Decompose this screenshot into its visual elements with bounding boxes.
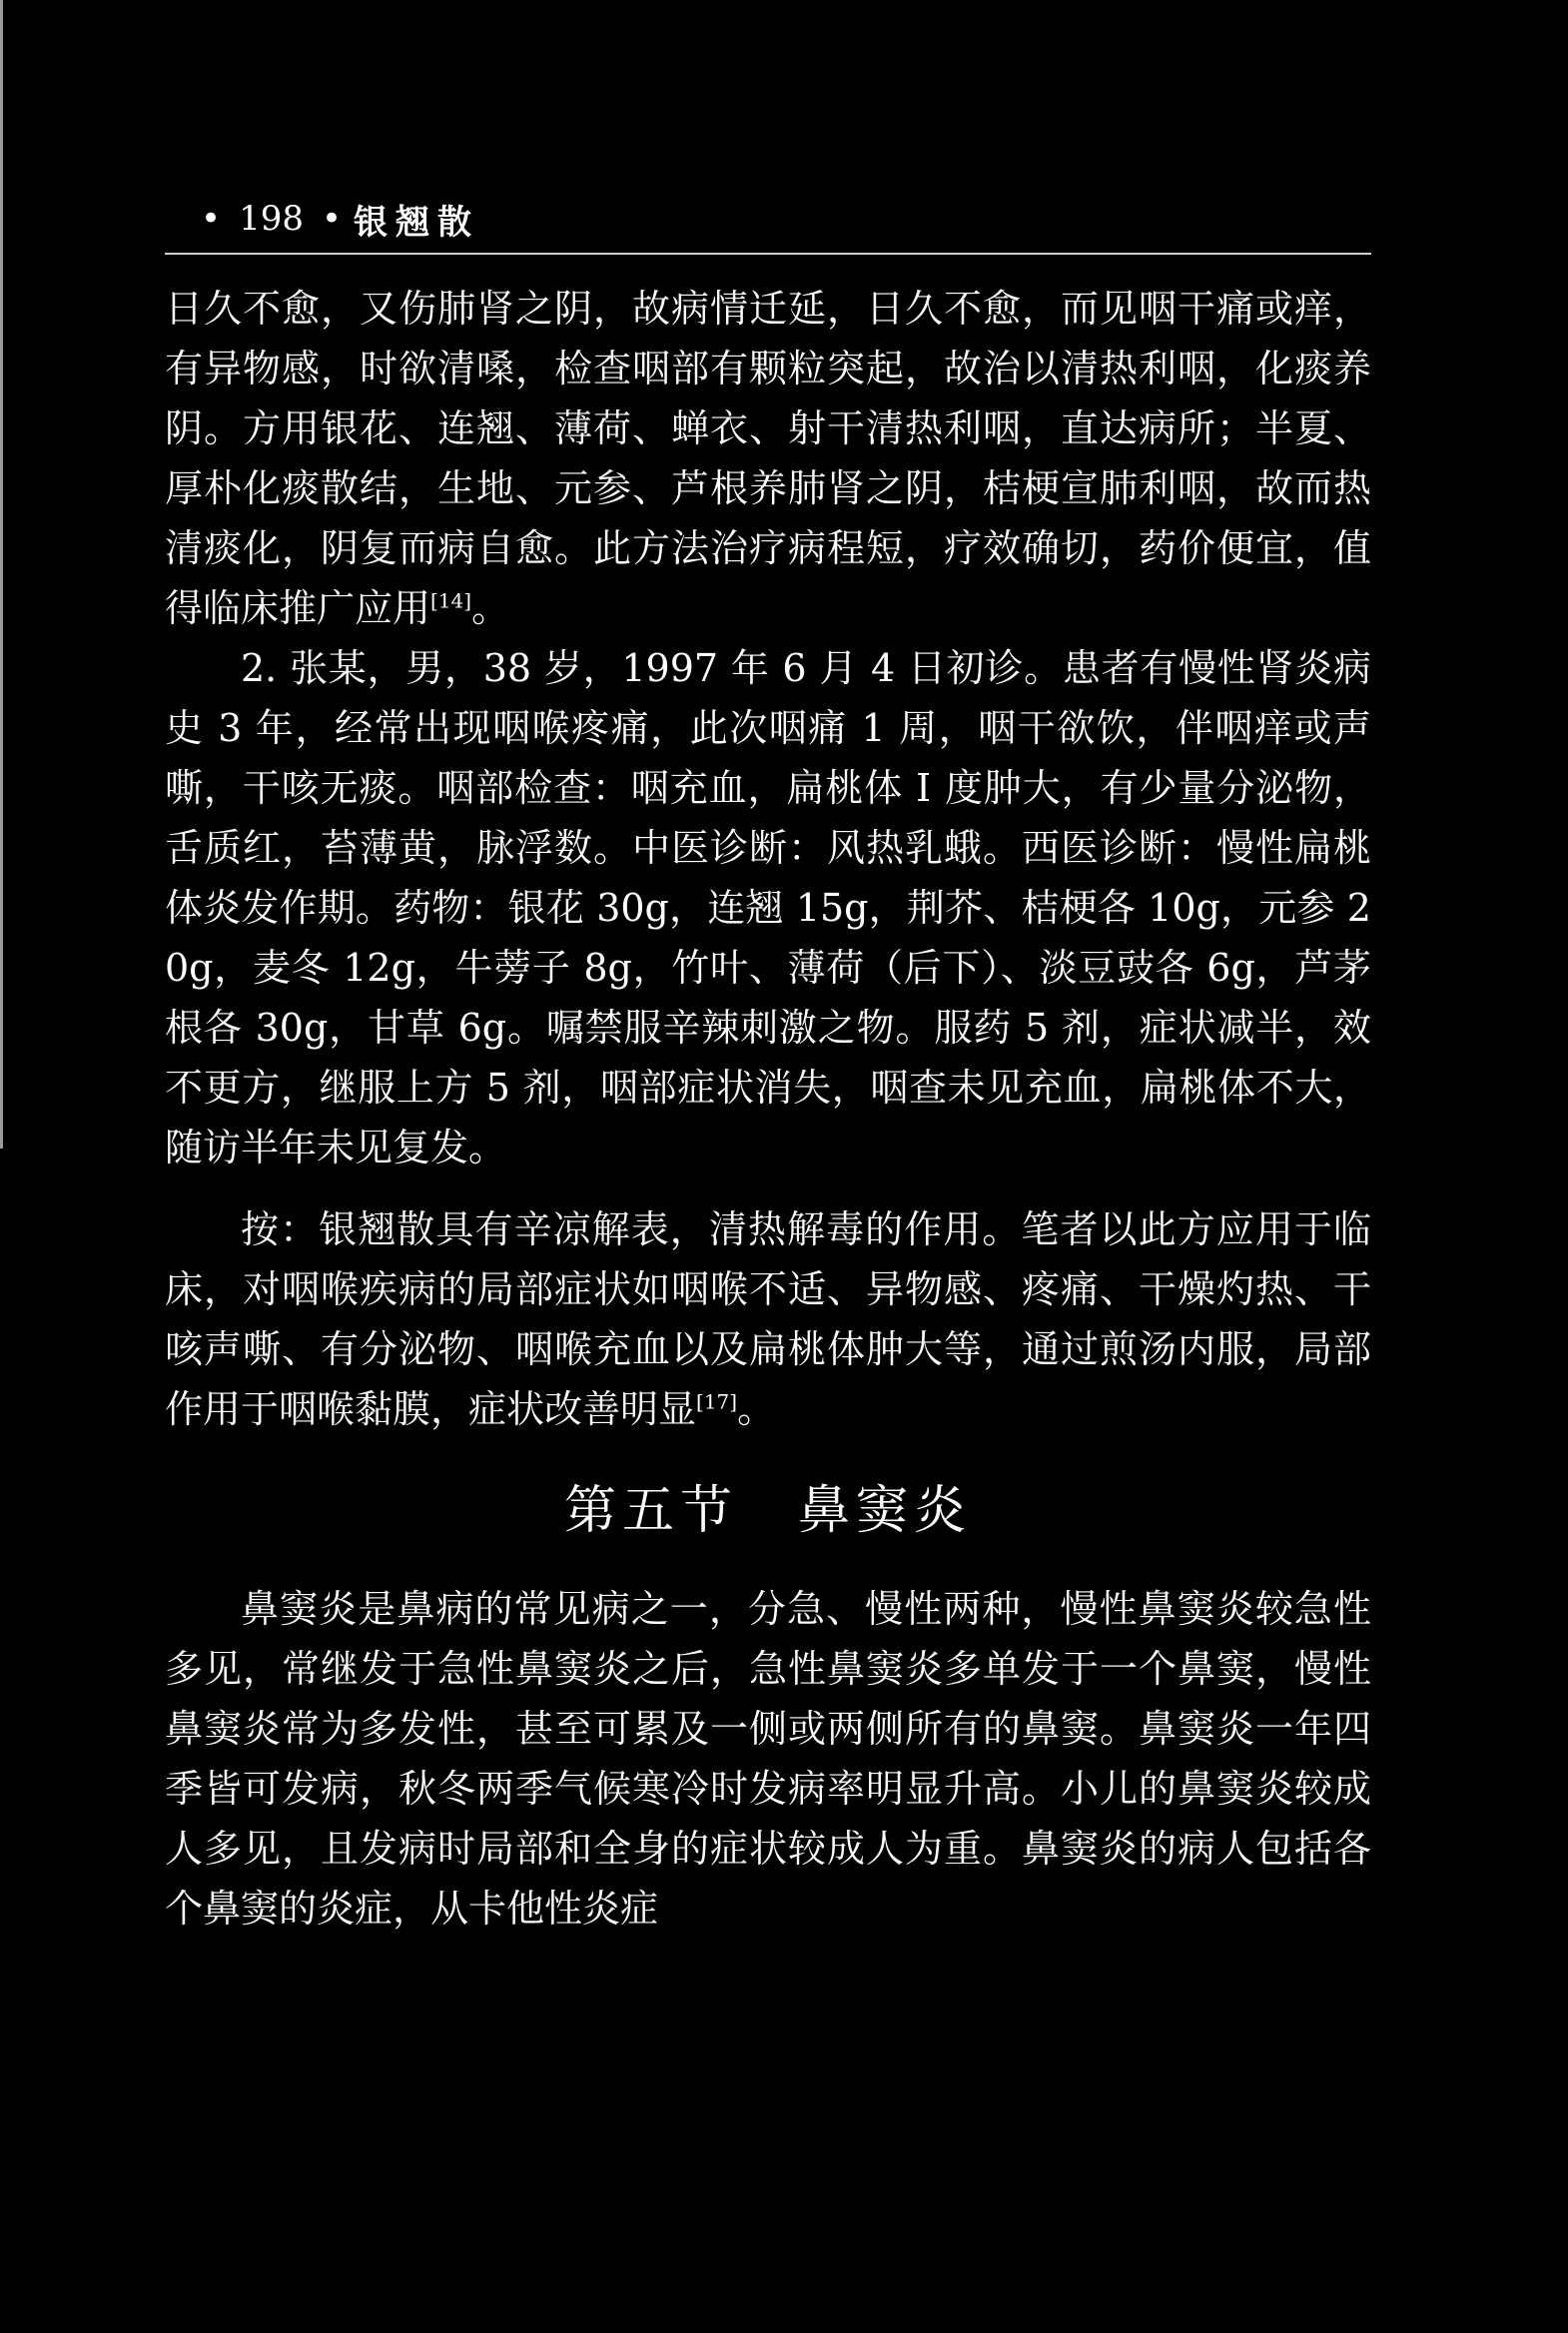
running-header <box>165 185 1371 255</box>
body-text <box>165 279 1371 1939</box>
paragraph-text: 日久不愈，又伤肺肾之阴，故病情迁延，日久不愈，而见咽干痛或痒，有异物感，时欲清嗓，检查咽部有颗粒突起，故治以清热利咽，化痰养阴。方用银花、连翘、薄荷、蝉衣、射干清热利咽，直达病所；半夏、厚朴化痰散结，生地、元参、芦根养肺肾之阴，桔梗宣肺利咽，故而热清痰化，阴复而病自愈。此方法治疗病程短，疗效确切，药价便宜，值得临床推广应用 <box>165 287 1371 630</box>
section-heading <box>165 1471 1371 1551</box>
book-title: 银翘散 <box>354 202 480 243</box>
citation-ref: [17] <box>696 1389 738 1414</box>
paragraph-end: 。 <box>737 1387 776 1431</box>
section-number: 第五节 <box>563 1481 738 1541</box>
section-title: 鼻窦炎 <box>798 1481 973 1541</box>
commentary-paragraph <box>165 1199 1371 1439</box>
header-bullet-right: • <box>321 199 343 239</box>
paragraph-end: 。 <box>471 586 510 630</box>
paragraph-continuation <box>165 279 1371 638</box>
book-page <box>165 185 1371 1939</box>
citation-ref: [14] <box>430 588 472 613</box>
page-number: 198 <box>239 199 304 239</box>
paragraph-text: 按：银翘散具有辛凉解表，清热解毒的作用。笔者以此方应用于临床，对咽喉疾病的局部症状如咽喉不适、异物感、疼痛、干燥灼热、干咳声嘶、有分泌物、咽喉充血以及扁桃体肿大等，通过煎汤内服，局部作用于咽喉黏膜，症状改善明显 <box>165 1207 1371 1431</box>
section-paragraph: 鼻窦炎是鼻病的常见病之一，分急、慢性两种，慢性鼻窦炎较急性多见，常继发于急性鼻窦炎之后，急性鼻窦炎多单发于一个鼻窦，慢性鼻窦炎常为多发性，甚至可累及一侧或两侧所有的鼻窦。鼻窦炎一年四季皆可发病，秋冬两季气候寒冷时发病率明显升高。小儿的鼻窦炎较成人多见，且发病时局部和全身的症状较成人为重。鼻窦炎的病人包括各个鼻窦的炎症，从卡他性炎症 <box>165 1587 1371 1931</box>
page-edge-line <box>0 0 3 1149</box>
header-bullet-left: • <box>201 199 222 239</box>
case-paragraph: 2. 张某，男，38 岁，1997 年 6 月 4 日初诊。患者有慢性肾炎病史 3 年，经常出现咽喉疼痛，此次咽痛 1 周，咽干欲饮，伴咽痒或声嘶，干咳无痰。咽部检查：咽充血，扁桃体 Ⅰ 度肿大，有少量分泌物，舌质红，苔薄黄，脉浮数。中医诊断：风热乳蛾。西医诊断：慢性扁桃体炎发作期。药物：银花 30g，连翘 15g，荆芥、桔梗各 10g，元参 20g，麦冬 12g，牛蒡子 8g，竹叶、薄荷（后下）、淡豆豉各 6g，芦茅根各 30g，甘草 6g。嘱禁服辛辣刺激之物。服药 5 剂，症状减半，效不更方，继服上方 5 剂，咽部症状消失，咽查未见充血，扁桃体不大，随访半年未见复发。 <box>165 646 1371 1169</box>
